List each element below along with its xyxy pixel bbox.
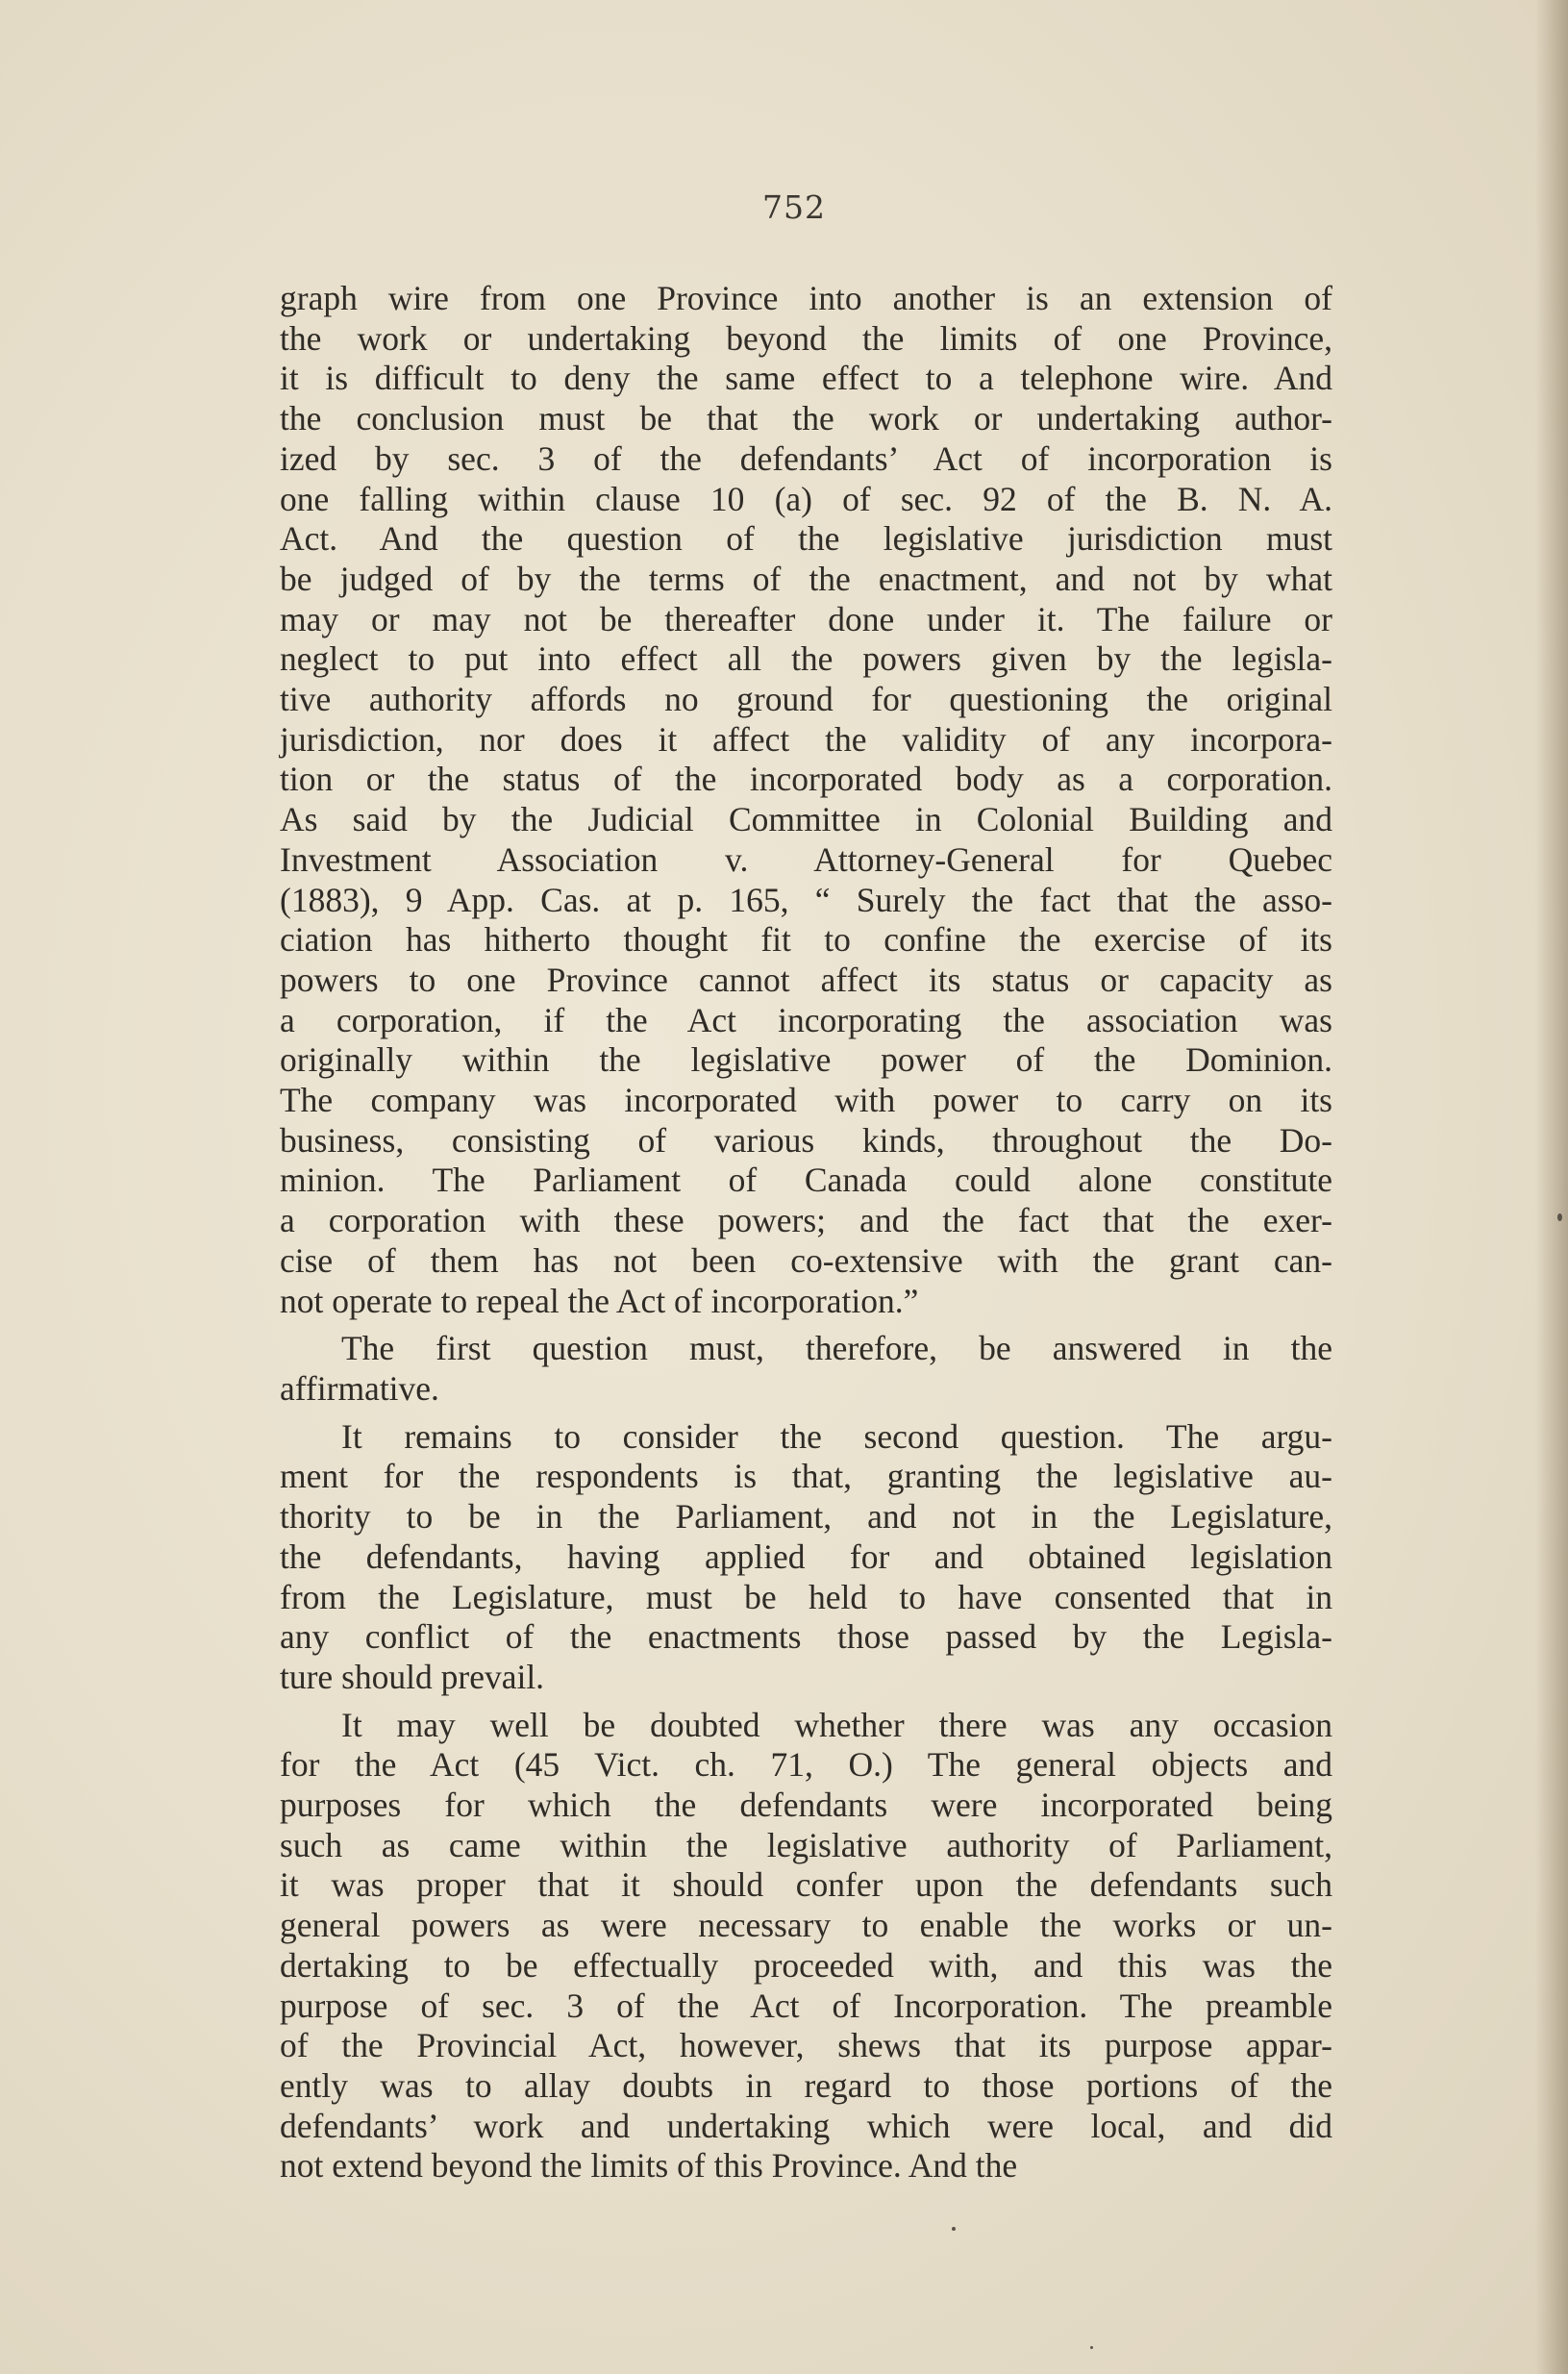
- text-line: for the Act (45 Vict. ch. 71, O.) The general objects and: [280, 1745, 1332, 1785]
- text-line: affirmative.: [280, 1368, 439, 1408]
- paragraph: [280, 1706, 1332, 2187]
- text-line: purposes for which the defendants were incorporated being: [280, 1786, 1332, 1825]
- text-line: defendants’ work and undertaking which were local, and did: [280, 2106, 1332, 2145]
- text-line: a corporation, if the Act incorporating the association was: [280, 1000, 1332, 1039]
- paragraph: [280, 279, 1332, 1321]
- text-line: it is difficult to deny the same effect to a telephone wire. And: [280, 359, 1332, 398]
- text-line: jurisdiction, nor does it affect the validity of any incorpora-: [280, 719, 1332, 759]
- text-line: from the Legislature, must be held to have consented that in: [280, 1577, 1332, 1616]
- text-line: tion or the status of the incorporated body as a corporation.: [280, 760, 1332, 799]
- text-line: It remains to consider the second question. The argu-: [341, 1416, 1332, 1456]
- text-line: ture should prevail.: [280, 1657, 545, 1696]
- text-line: ciation has hitherto thought fit to confine the exercise of its: [280, 920, 1332, 960]
- text-line: As said by the Judicial Committee in Colonial Building and: [280, 800, 1332, 839]
- text-line: powers to one Province cannot affect its status or capacity as: [280, 960, 1332, 999]
- text-line: graph wire from one Province into another is an extension of: [280, 279, 1332, 317]
- text-line: of the Provincial Act, however, shews that its purpose appar-: [280, 2026, 1332, 2065]
- paragraph: [280, 1329, 1332, 1409]
- text-line: tive authority affords no ground for questioning the original: [280, 680, 1332, 719]
- text-line: purpose of sec. 3 of the Act of Incorporation. The preamble: [280, 1986, 1332, 2025]
- page-number: 752: [762, 188, 826, 226]
- text-line: a corporation with these powers; and the fact that the exer-: [280, 1201, 1332, 1240]
- ink-speck: [1557, 1213, 1562, 1221]
- body-text: [280, 279, 1332, 2187]
- text-line: be judged of by the terms of the enactment, and not by what: [280, 559, 1332, 598]
- text-line: any conflict of the enactments those passed by the Legisla-: [280, 1617, 1332, 1657]
- text-line: The company was incorporated with power to carry on its: [280, 1081, 1332, 1120]
- text-line: the defendants, having applied for and obtained legislation: [280, 1537, 1332, 1576]
- text-line: ized by sec. 3 of the defendants’ Act of incorporation is: [280, 438, 1332, 478]
- text-line: it was proper that it should confer upon the defendants such: [280, 1865, 1332, 1905]
- text-line: may or may not be thereafter done under it. The failure or: [280, 599, 1332, 638]
- text-line: one falling within clause 10 (a) of sec. 92 of the B. N. A.: [280, 479, 1332, 518]
- ink-speck: [1090, 2346, 1093, 2349]
- text-line: ently was to allay doubts in regard to those portions of the: [280, 2065, 1332, 2105]
- text-line: not operate to repeal the Act of incorporation.”: [280, 1281, 919, 1320]
- text-line: originally within the legislative power of the Dominion.: [280, 1040, 1332, 1080]
- paragraph: [280, 1417, 1332, 1698]
- text-line: cise of them has not been co-extensive with the grant can-: [280, 1240, 1332, 1280]
- page-edge-shadow: [1535, 0, 1568, 2374]
- text-line: (1883), 9 App. Cas. at p. 165, “ Surely the fact that the asso-: [280, 880, 1332, 919]
- text-line: not extend beyond the limits of this Province. And the: [280, 2146, 1018, 2186]
- text-line: The first question must, therefore, be answered in the: [341, 1329, 1332, 1368]
- text-line: neglect to put into effect all the powers given by the legisla-: [280, 639, 1332, 679]
- text-line: ment for the respondents is that, granting the legislative au-: [280, 1457, 1332, 1496]
- ink-speck: [952, 2227, 956, 2231]
- text-line: the conclusion must be that the work or undertaking author-: [280, 399, 1332, 438]
- text-line: business, consisting of various kinds, throughout the Do-: [280, 1120, 1332, 1160]
- text-line: thority to be in the Parliament, and not in the Legislature,: [280, 1497, 1332, 1537]
- text-line: minion. The Parliament of Canada could alone constitute: [280, 1161, 1332, 1200]
- text-line: Act. And the question of the legislative jurisdiction must: [280, 519, 1332, 559]
- text-line: general powers as were necessary to enable the works or un-: [280, 1906, 1332, 1945]
- text-line: Investment Association v. Attorney-General for Quebec: [280, 839, 1332, 879]
- text-line: It may well be doubted whether there was any occasion: [341, 1705, 1332, 1744]
- text-line: such as came within the legislative authority of Parliament,: [280, 1825, 1332, 1864]
- text-line: dertaking to be effectually proceeded with, and this was the: [280, 1945, 1332, 1985]
- text-line: the work or undertaking beyond the limits of one Province,: [280, 318, 1332, 358]
